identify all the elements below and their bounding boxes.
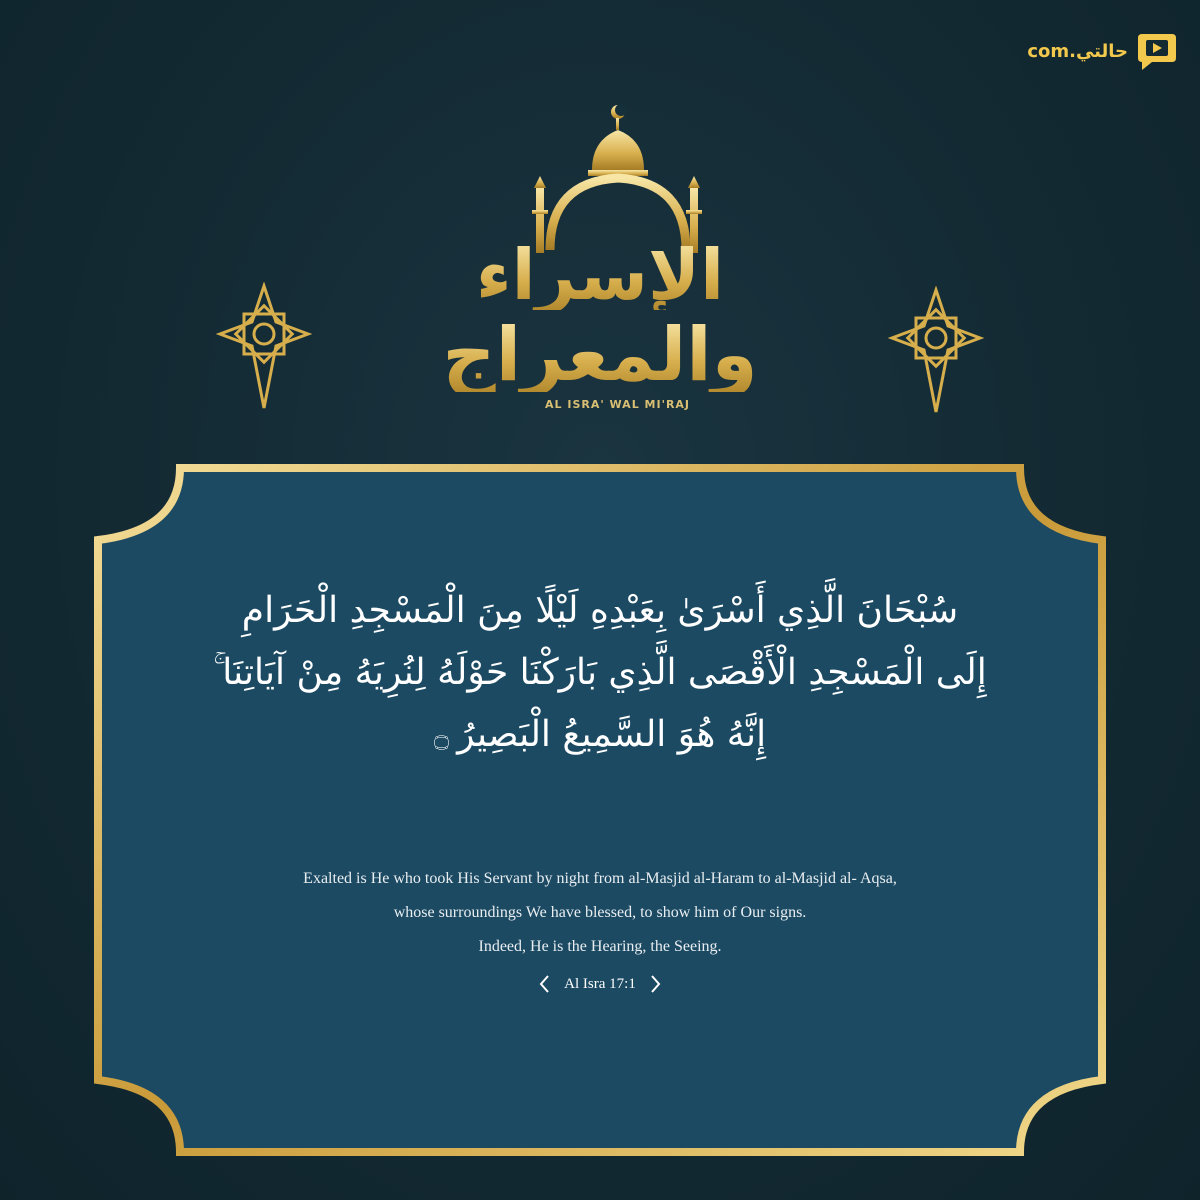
emblem-subtitle: AL ISRA' WAL MI'RAJ [545, 398, 691, 411]
arabic-line-3 [140, 704, 1060, 769]
arabic-verse [140, 580, 1060, 769]
english-line-2: whose surroundings We have blessed, to show him of Our signs. [393, 904, 807, 921]
english-translation [180, 862, 1020, 964]
arabic-line-1: سُبْحَانَ الَّذِي أَسْرَىٰ بِعَبْدِهِ لَيْلًا مِنَ الْمَسْجِدِ الْحَرَامِ [241, 590, 959, 631]
watermark-text: حالتي.com [1027, 40, 1128, 62]
arabic-line-2: إِلَى الْمَسْجِدِ الْأَقْصَى الَّذِي بَارَكْنَا حَوْلَهُ لِنُرِيَهُ مِنْ آيَاتِنَا ۚ [213, 652, 987, 693]
ayah-end-mark-icon: ۝ [433, 723, 450, 753]
ornament-star-right-icon [888, 286, 984, 416]
ornate-bracket-right-icon [648, 974, 662, 994]
arabic-line-3-text: إِنَّهُ هُوَ السَّمِيعُ الْبَصِيرُ [457, 714, 767, 755]
english-line-1: Exalted is He who took His Servant by night from al-Masjid al-Haram to al-Masjid al- Aqsa, [303, 870, 897, 887]
emblem-title-line1: الإسراء [470, 240, 730, 310]
verse-panel [90, 460, 1110, 1160]
ornament-star-left-icon [216, 282, 312, 412]
video-chat-icon [1134, 28, 1180, 74]
english-line-3: Indeed, He is the Hearing, the Seeing. [478, 938, 722, 955]
verse-reference [480, 968, 720, 1000]
emblem-title-line2: والمعراج [440, 318, 760, 392]
watermark [1027, 28, 1180, 74]
ornate-bracket-left-icon [538, 974, 552, 994]
reference-text: Al Isra 17:1 [564, 975, 636, 992]
